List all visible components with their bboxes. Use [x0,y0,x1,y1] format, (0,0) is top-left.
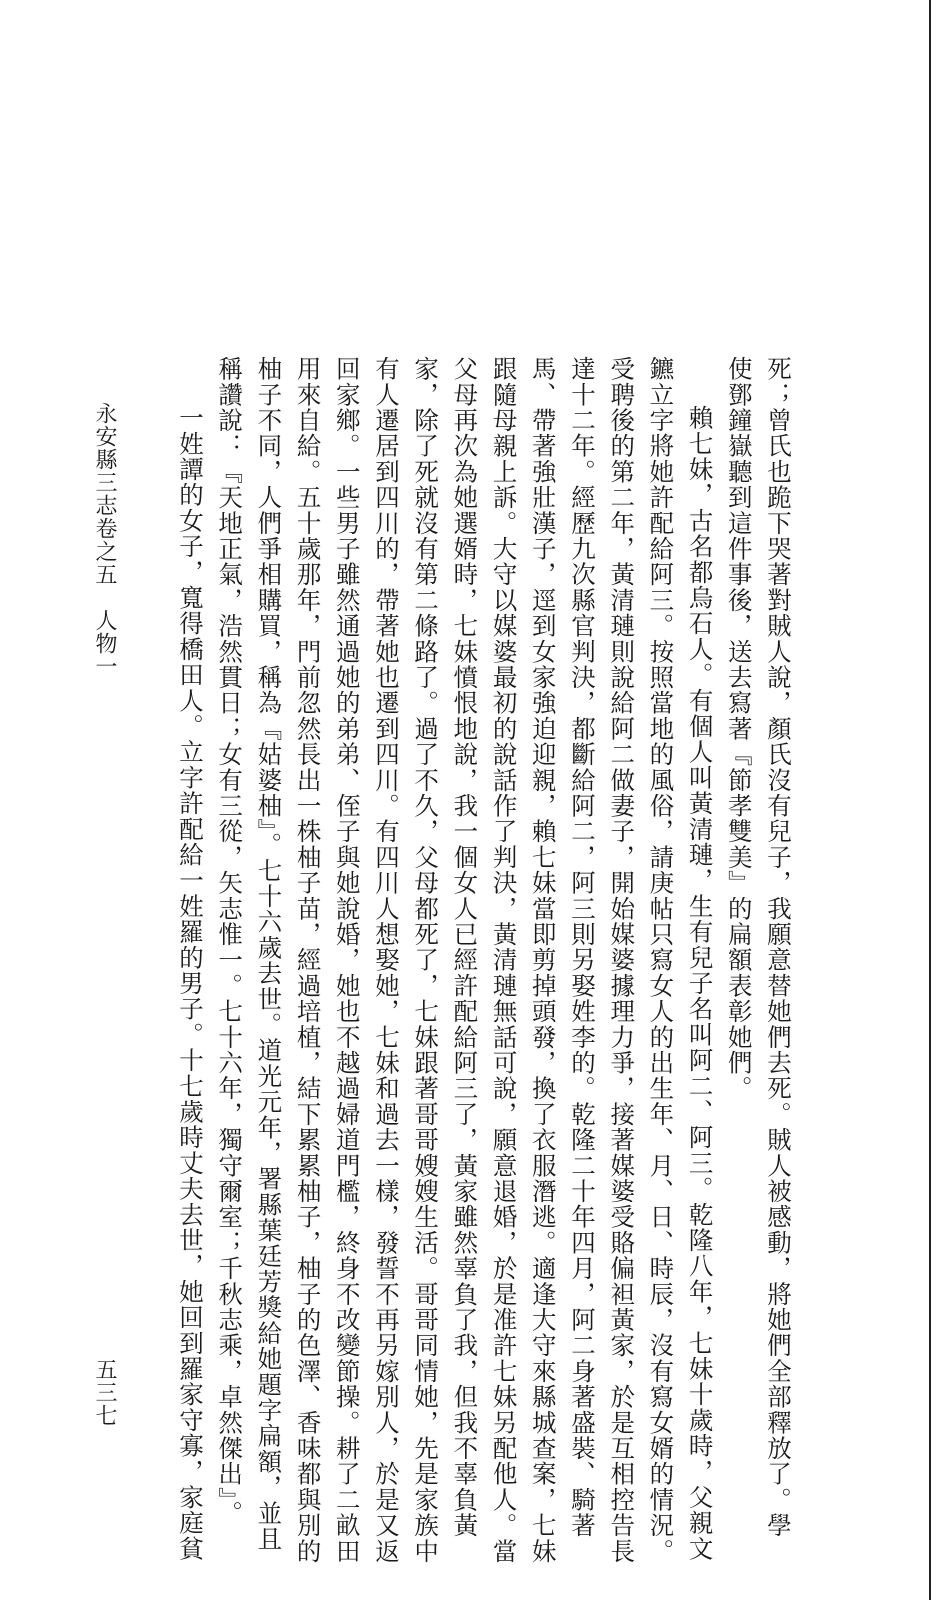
text-line: 柚子不同，人們爭相購買，稱為『姑婆柚』。七十六歲去世。道光元年，署縣葉廷芳獎給她題字扁額，並且 [254,356,284,1552]
text-line: 回家鄉。一些男子雖然通過她的弟弟、侄子與她說婚，她也不越過婦道門檻，終身不改變節操。耕了二畝田 [332,356,362,1564]
text-line: 死；曾氏也跪下哭著對賊人說，顏氏沒有兒子，我願意替她們去死。賊人被感動，將她們全部釋放了。學 [764,356,793,1539]
text-line: 馬、帶著強壯漢子，逕到女家強迫迎親，賴七妹當即剪掉頭發，換了衣服潛逃。適逢大守來縣城查案，七妹 [528,356,558,1564]
page-number: 五三七 [92,1358,117,1427]
text-line: 鑣立字將她許配給阿三。按照當地的風俗，請庚帖只寫女人的出生年、月、日、時辰，沒有寫女婿的情況。 [646,356,676,1564]
text-line: 賴七妹，古名都烏石人。有個人叫黃清璉，生有兒子名叫阿二、阿三。乾隆八年，七妹十歲時，父親文 [685,405,715,1562]
text-line: 達十二年。經歷九次縣官判決，都斷給阿二，阿三則另娶姓李的。乾隆二十年四月，阿二身著盛裝、騎著 [567,356,597,1539]
running-title: 永安縣三志卷之五 人物一 [92,402,117,678]
page-edge-border [929,0,931,1600]
text-line: 跟隨母親上訴。大守以媒婆最初的說話作了判決，黃清璉無話可說，願意退婚，於是准許七妹另配他人。當 [489,356,519,1564]
text-line: 使鄧鐘嶽聽到這件事後，送去寫著『節孝雙美』的扁額表彰她們。 [724,356,754,1102]
text-line: 稱讚說：『天地正氣，浩然貫日；女有三從，矢志惟一。七十六年，獨守爾室；千秋志乘，卓然傑出』。 [215,356,245,1526]
text-line: 家，除了死就沒有第二條路了。過了不久，父母都死了，七妹跟著哥哥嫂嫂生活。哥哥同情她，先是家族中 [411,356,441,1564]
text-line: 受聘後的第二年，黃清璉則說給阿二做妻子，開始媒婆據理力爭，接著媒婆受賂偏袒黃家，於是互相控告長 [607,356,637,1564]
body-text [171,356,798,1564]
text-line: 一姓譚的女子，寬得橋田人。立字許配給一姓羅的男子。十七歲時丈夫去世，她回到羅家守寡，家庭貧 [175,405,205,1562]
text-line: 用來自給。五十歲那年，門前忽然長出一株柚子苗，經過培植，結下累累柚子，柚子的色澤、香味都與別的 [293,356,323,1564]
text-line: 父母再次為她選婿時，七妹憤恨地說，我一個女人已經許配給阿三了，黃家雖然辜負了我，但我不辜負黃 [450,356,480,1539]
text-line: 有人遷居到四川的，帶著她也遷到四川。有四川人想娶她，七妹和過去一樣，發誓不再另嫁別人，於是又返 [371,356,401,1564]
